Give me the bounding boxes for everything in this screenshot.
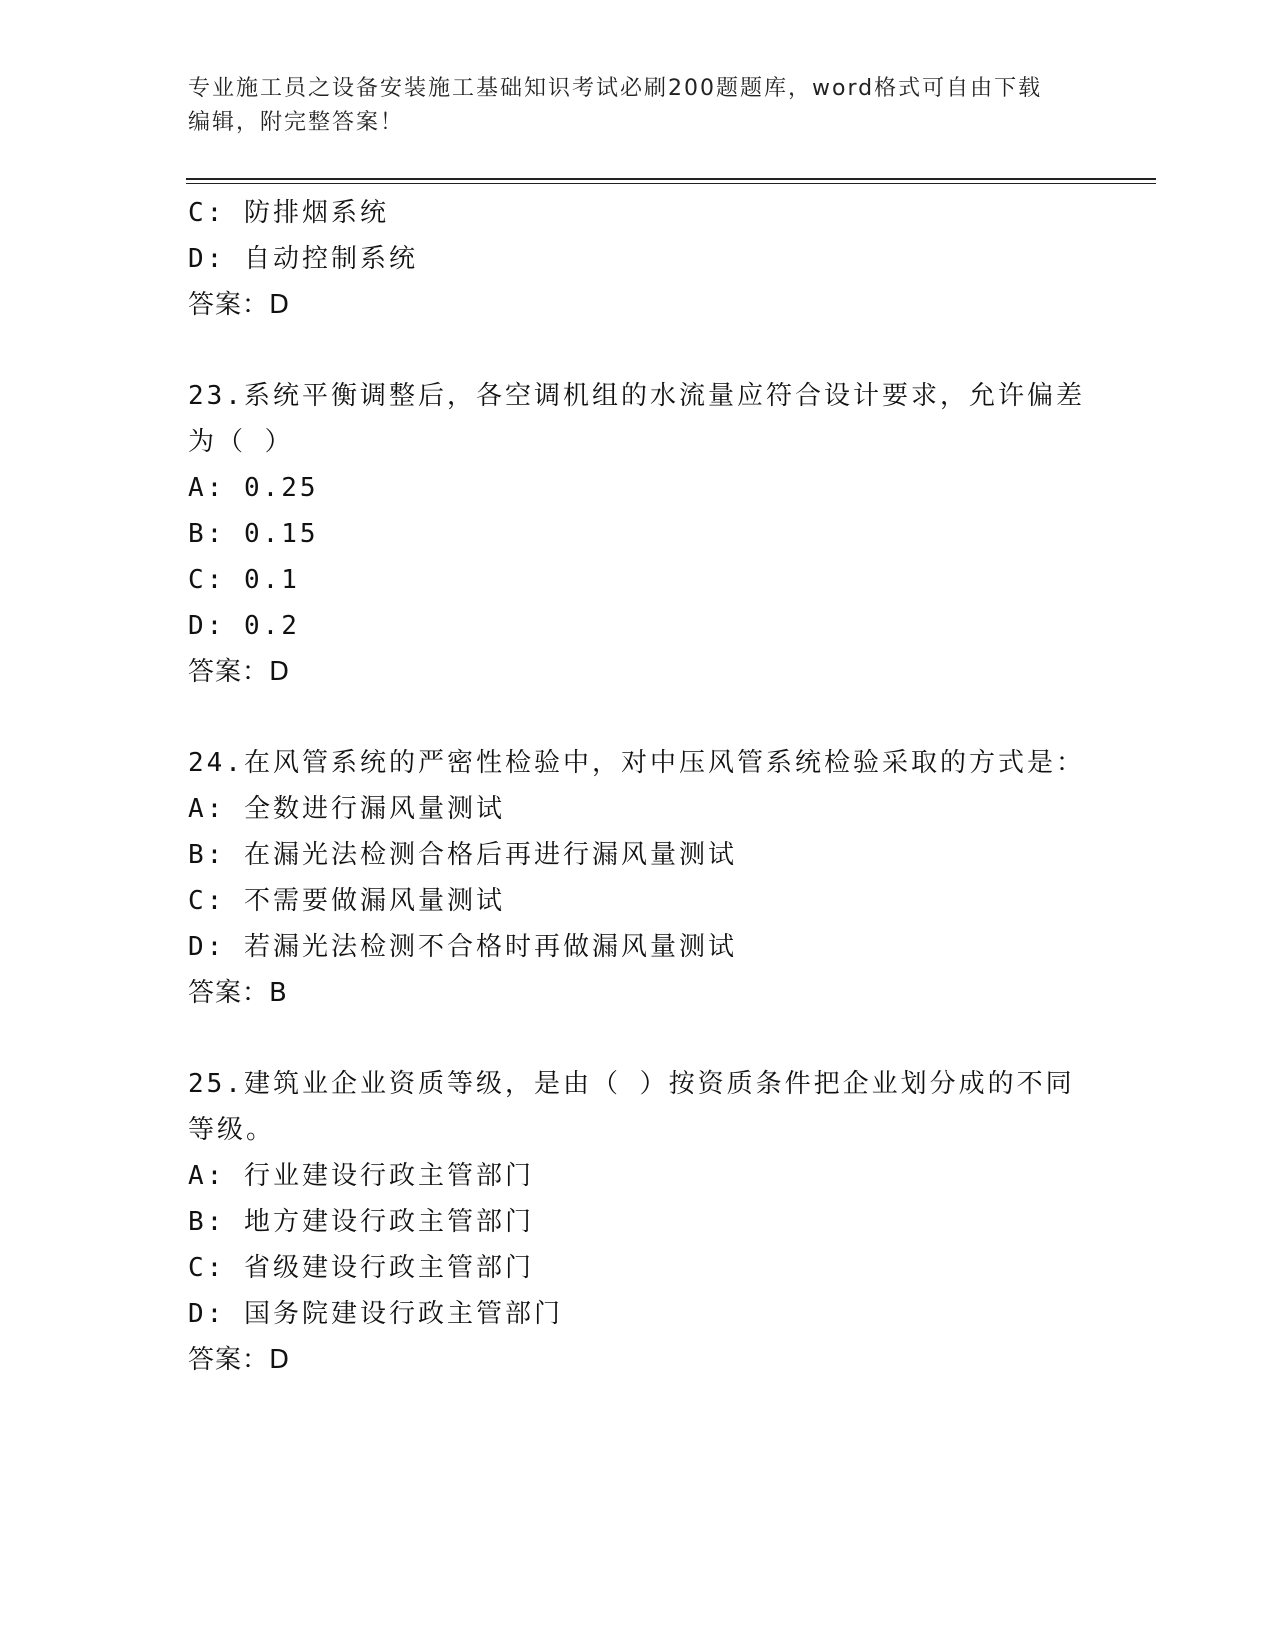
header-title-line-1: 专业施工员之设备安装施工基础知识考试必刷200题题库，word格式可自由下载 (188, 76, 1043, 101)
answer-line: 答案：D (188, 657, 291, 687)
header-divider-thick (186, 178, 1156, 180)
option-c: C: 防排烟系统 (188, 198, 389, 228)
option-a: A: 0.25 (188, 473, 319, 503)
question-block-23 (188, 373, 1148, 695)
option-b: B: 0.15 (188, 519, 319, 549)
question-stem-continued: 为（ ） (188, 427, 294, 457)
question-stem-continued: 等级。 (188, 1115, 276, 1145)
option-b: B: 地方建设行政主管部门 (188, 1207, 534, 1237)
answer-line: 答案：D (188, 1345, 291, 1375)
question-stem: 24.在风管系统的严密性检验中，对中压风管系统检验采取的方式是： (188, 748, 1085, 778)
option-c: C: 不需要做漏风量测试 (188, 886, 505, 916)
question-stem: 23.系统平衡调整后，各空调机组的水流量应符合设计要求，允许偏差 (188, 381, 1085, 411)
header-title-line-2: 编辑，附完整答案！ (188, 110, 405, 135)
question-block-25 (188, 1061, 1148, 1383)
option-a: A: 全数进行漏风量测试 (188, 794, 505, 824)
answer-line: 答案：B (188, 978, 288, 1008)
option-d: D: 0.2 (188, 611, 300, 641)
header-divider-thin (186, 183, 1156, 184)
option-d: D: 若漏光法检测不合格时再做漏风量测试 (188, 932, 737, 962)
option-c: C: 0.1 (188, 565, 300, 595)
document-header (188, 72, 1088, 140)
option-d: D: 国务院建设行政主管部门 (188, 1299, 563, 1329)
option-b: B: 在漏光法检测合格后再进行漏风量测试 (188, 840, 737, 870)
question-stem: 25.建筑业企业资质等级，是由（ ）按资质条件把企业划分成的不同 (188, 1069, 1075, 1099)
question-list (188, 190, 1148, 1383)
question-block-22-continued (188, 190, 1148, 328)
question-block-24 (188, 740, 1148, 1016)
option-d: D: 自动控制系统 (188, 244, 418, 274)
option-c: C: 省级建设行政主管部门 (188, 1253, 534, 1283)
option-a: A: 行业建设行政主管部门 (188, 1161, 534, 1191)
answer-line: 答案：D (188, 290, 291, 320)
